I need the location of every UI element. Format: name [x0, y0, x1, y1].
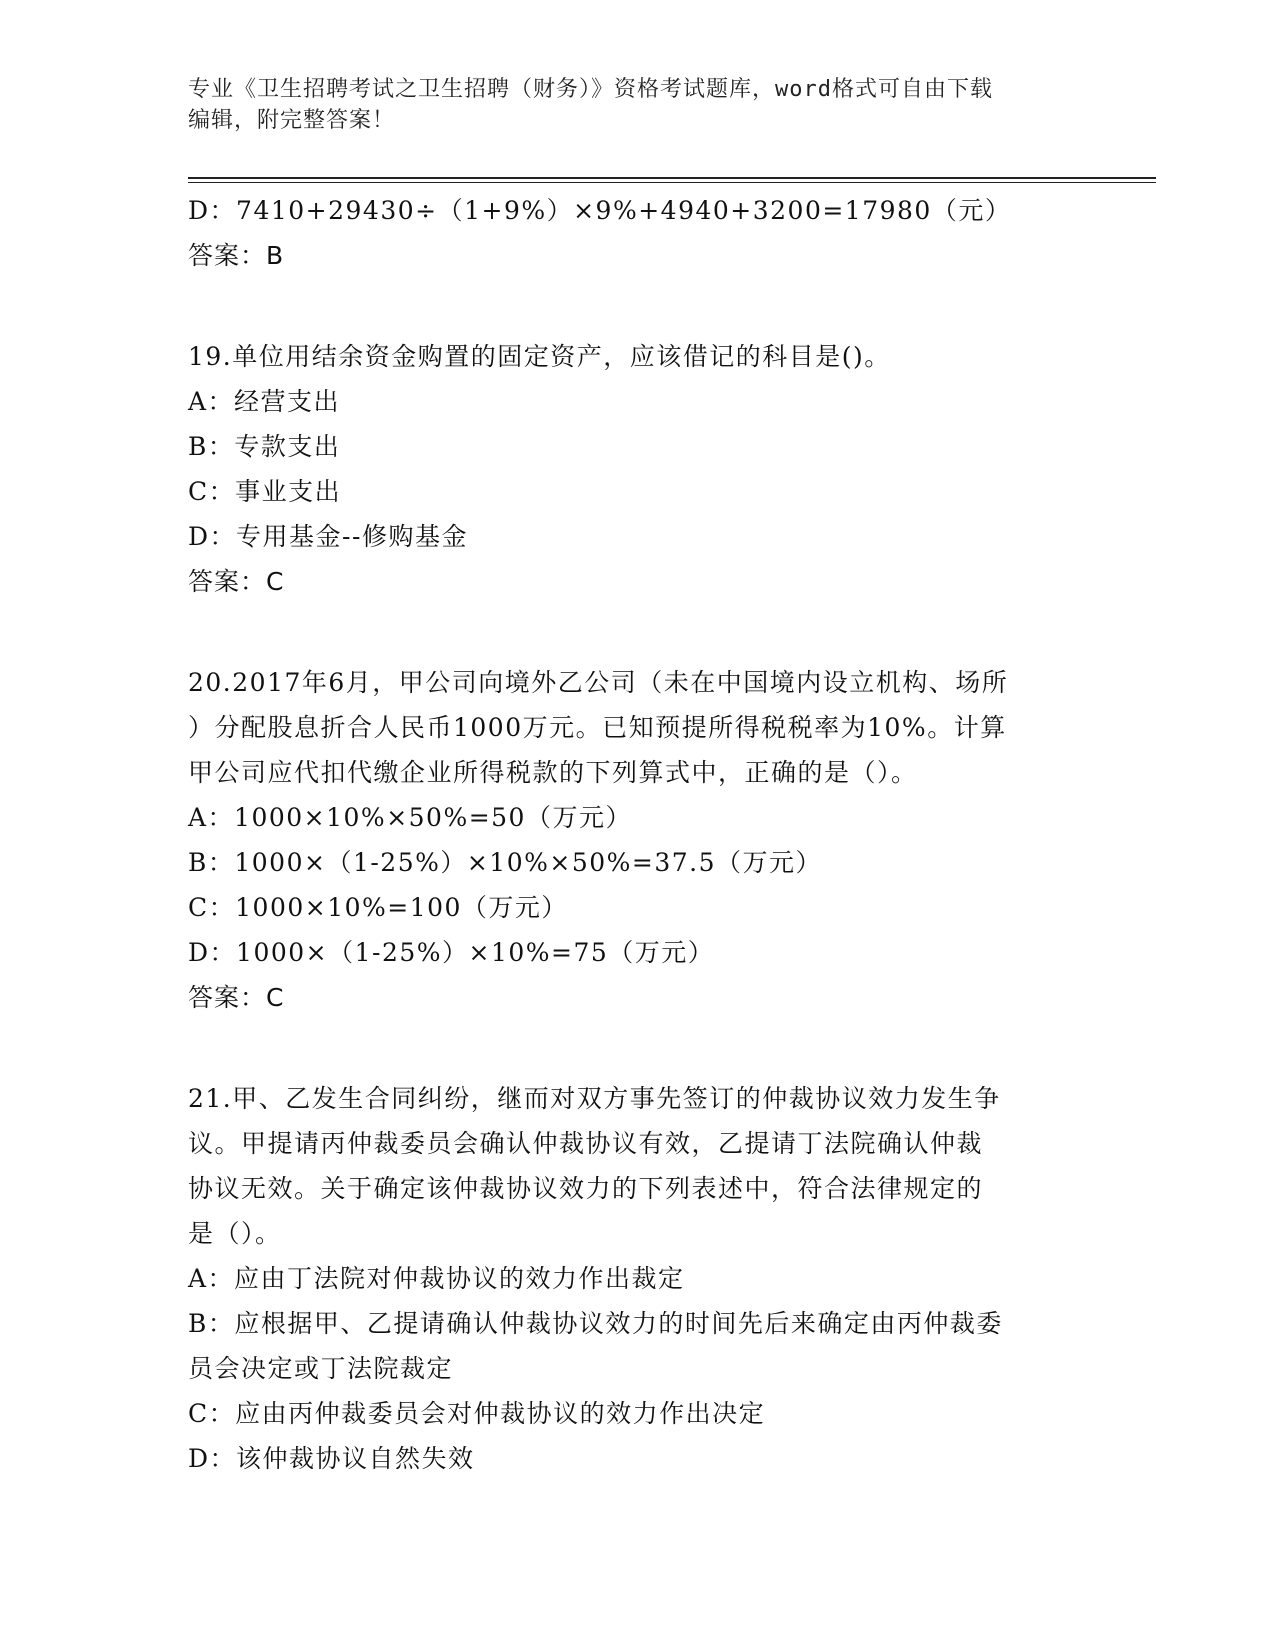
option-b: B：1000×（1-25%）×10%×50%=37.5（万元）: [188, 848, 823, 877]
question-19: [188, 334, 1088, 604]
header-rule-thin: [188, 182, 1156, 183]
header-line-1: 专业《卫生招聘考试之卫生招聘（财务）》资格考试题库，word格式可自由下载: [188, 77, 993, 102]
document-body: [188, 188, 1088, 1481]
page-header: [188, 74, 1088, 136]
question-stem-line-3: 协议无效。关于确定该仲裁协议效力的下列表述中，符合法律规定的: [188, 1174, 984, 1203]
option-d: D：1000×（1-25%）×10%=75（万元）: [188, 938, 715, 967]
spacer: [188, 1020, 1088, 1076]
question-stem-line-4: 是（）。: [188, 1219, 282, 1248]
question-stem-line-1: 21.甲、乙发生合同纠纷，继而对双方事先签订的仲裁协议效力发生争: [188, 1084, 1001, 1113]
option-c: C：应由丙仲裁委员会对仲裁协议的效力作出决定: [188, 1399, 766, 1428]
spacer: [188, 604, 1088, 660]
answer-line: 答案：B: [188, 241, 285, 270]
question-18-tail: [188, 188, 1088, 278]
option-c: C：1000×10%=100（万元）: [188, 893, 568, 922]
header-rule-thick: [188, 177, 1156, 179]
question-stem-line-3: 甲公司应代扣代缴企业所得税款的下列算式中，正确的是（）。: [188, 758, 918, 787]
option-a: A：1000×10%×50%=50（万元）: [188, 803, 632, 832]
option-b-line-2: 员会决定或丁法院裁定: [188, 1354, 454, 1383]
option-b-line-1: B：应根据甲、乙提请确认仲裁协议效力的时间先后来确定由丙仲裁委: [188, 1309, 1003, 1338]
option-a: A：应由丁法院对仲裁协议的效力作出裁定: [188, 1264, 685, 1293]
spacer: [188, 278, 1088, 334]
option-d: D：该仲裁协议自然失效: [188, 1444, 475, 1473]
question-20: [188, 660, 1088, 1020]
option-d: D：7410+29430÷（1+9%）×9%+4940+3200=17980（元）: [188, 196, 1012, 225]
option-c: C：事业支出: [188, 477, 342, 506]
question-stem-line-2: ）分配股息折合人民币1000万元。已知预提所得税税率为10%。计算: [188, 713, 1007, 742]
answer-line: 答案：C: [188, 983, 285, 1012]
option-b: B：专款支出: [188, 432, 341, 461]
question-21: [188, 1076, 1088, 1481]
header-line-2: 编辑，附完整答案！: [188, 108, 396, 133]
question-stem: 19.单位用结余资金购置的固定资产，应该借记的科目是()。: [188, 342, 891, 371]
question-stem-line-2: 议。甲提请丙仲裁委员会确认仲裁协议有效，乙提请丁法院确认仲裁: [188, 1129, 984, 1158]
option-a: A：经营支出: [188, 387, 341, 416]
option-d: D：专用基金--修购基金: [188, 522, 468, 551]
question-stem-line-1: 20.2017年6月，甲公司向境外乙公司（未在中国境内设立机构、场所: [188, 668, 1009, 697]
answer-line: 答案：C: [188, 567, 285, 596]
